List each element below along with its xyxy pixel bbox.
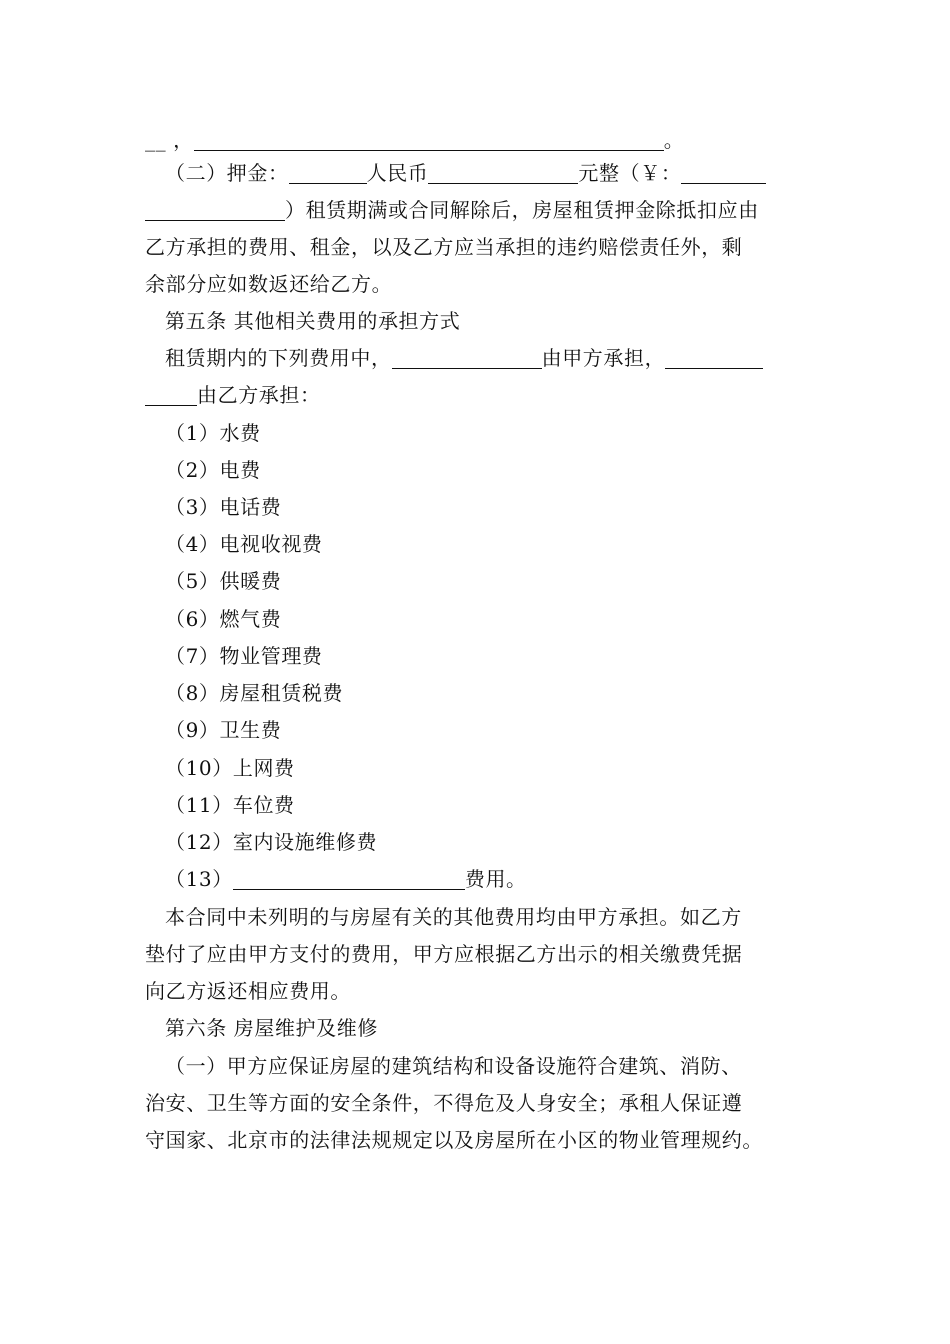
text: （13） [165,867,233,891]
text: __ ， [145,128,194,152]
deposit-clause-cont [145,195,759,225]
paragraph: 垫付了应由甲方支付的费用，甲方应根据乙方出示的相关缴费凭据 [145,942,743,966]
fee-item: （1）水费 [165,421,261,445]
blank-line [289,161,367,184]
deposit-clause-cont [145,232,742,262]
text: （二）押金： [165,161,289,185]
deposit-clause [165,158,766,188]
line-continuation [145,125,684,155]
fee-item: （9）卫生费 [165,718,282,742]
text: 租赁期内的下列费用中， [165,346,392,370]
text: 人民币 [366,161,429,185]
blank-line [145,383,197,406]
text: 由甲方承担， [541,346,666,370]
fee-item: （2）电费 [165,458,261,482]
fee-item: （11）车位费 [165,793,295,817]
paragraph: 向乙方返还相应费用。 [145,979,351,1003]
fee-item: （10）上网费 [165,756,295,780]
article-6-text: 守国家、北京市的法律法规规定以及房屋所在小区的物业管理规约。 [145,1128,763,1152]
fee-item: （6）燃气费 [165,607,282,631]
blank-line [194,128,664,151]
text: 乙方承担的费用、租金，以及乙方应当承担的违约赔偿责任外，剩 [145,235,743,259]
text: 元整（￥： [578,161,682,185]
article-5-title [165,306,460,336]
blank-line [681,161,766,184]
text: 费用。 [464,867,527,891]
fee-item: （8）房屋租赁税费 [165,681,344,705]
fee-item: （3）电话费 [165,495,282,519]
article-6-title: 第六条 房屋维护及维修 [165,1016,378,1040]
article-6-text: 治安、卫生等方面的安全条件，不得危及人身安全；承租人保证遵 [145,1091,743,1115]
fee-item: （5）供暖费 [165,569,282,593]
deposit-clause-cont [145,269,392,299]
blank-line [428,161,578,184]
text: 。 [663,128,685,152]
blank-line [392,346,542,369]
fee-item: （12）室内设施维修费 [165,830,378,854]
article-5-text [165,343,763,373]
blank-line [145,198,285,221]
text: ）租赁期满或合同解除后，房屋租赁押金除抵扣应由 [285,198,759,222]
text: 第五条 其他相关费用的承担方式 [165,309,461,333]
text: 余部分应如数返还给乙方。 [145,272,393,296]
blank-line [665,346,763,369]
article-6-text: （一）甲方应保证房屋的建筑结构和设备设施符合建筑、消防、 [165,1054,742,1078]
blank-line [233,867,465,890]
article-5-text-cont [145,380,321,410]
text: 由乙方承担： [197,383,321,407]
fee-item: （4）电视收视费 [165,532,323,556]
paragraph: 本合同中未列明的与房屋有关的其他费用均由甲方承担。如乙方 [165,905,742,929]
fee-item: （7）物业管理费 [165,644,323,668]
fee-item-13 [165,864,527,894]
